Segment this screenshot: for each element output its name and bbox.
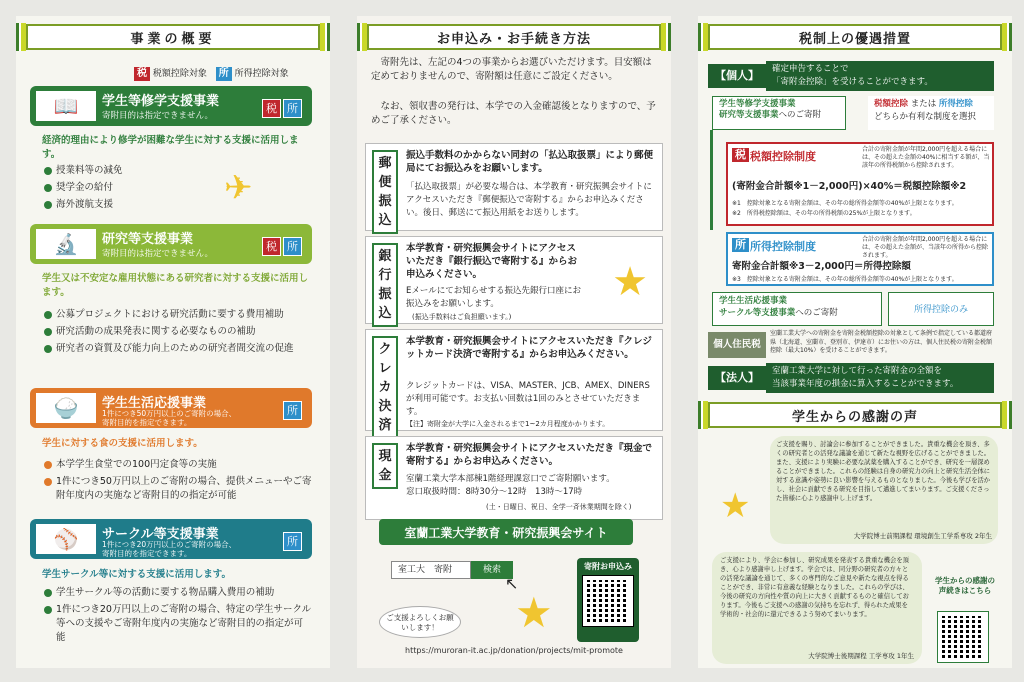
list-life — [44, 458, 312, 506]
method-label: 現金 — [372, 443, 398, 489]
rice-bowl-icon: 🍚 — [36, 393, 96, 423]
baseball-icon: ⚾ — [36, 524, 96, 554]
cursor-icon: ↖ — [505, 574, 519, 593]
qr-panel: 寄附お申込み — [577, 558, 639, 642]
list-item: 本学学生食堂での100円定食等の実施 — [44, 458, 312, 472]
intro-text-1: 寄附先は、左記の4つの事業からお選びいただけます。目安額は定めておりませんので、寄附額は任意にご設定ください。 — [371, 57, 652, 82]
method-label: クレカ決済 — [372, 336, 398, 439]
individual-label: 【個人】 — [708, 64, 766, 88]
target-projects-b: 学生生活応援事業 サークル等支援事業へのご寄附 — [712, 292, 882, 326]
section-header: お申込み・お手続き方法 — [367, 24, 661, 50]
choice-box: 税額控除 または 所得控除 どちらか有利な制度を選択 — [868, 96, 994, 130]
tax-credit-box: 税 税額控除制度 合計の寄附金額が年間2,000円を超える場合には、その超えた金額の40%に相当する額が、当該年の所得税額から控除されます。 (寄附金合計額※1－2,000円)×40%＝税額控除額※2 ※1 控除対象となる寄附金額は、その年の総所得金額等の40%が上限となります。 ※2 所得税控除額は、その年の所得税額の25%が上限となります。 — [726, 142, 994, 226]
list-item: 公募プロジェクトにおける研究活動に要する費用補助 — [44, 308, 312, 322]
qr-code[interactable] — [583, 576, 633, 626]
voices-header: 学生からの感謝の声 — [708, 402, 1002, 428]
search-input[interactable]: 室工大 寄附 — [391, 561, 471, 579]
legend: 税 税額控除対象 所 所得控除対象 — [134, 66, 289, 81]
sho-tag: 所 — [283, 237, 302, 256]
method-bank: 銀行振込 本学教育・研究振興会サイトにアクセスいただき『銀行振込で寄附する』からお申込みください。 Eメールにてお知らせする振込先銀行口座にお振込みをお願いします。 (振込手数料はご負担願います。) ★ — [365, 236, 663, 324]
list-item: 研究者の資質及び能力向上のための研究者間交流の促進 — [44, 342, 312, 356]
individual-text: 確定申告することで 「寄附金控除」を受けることができます。 — [766, 61, 994, 91]
list-item: 1件につき20万円以上のご寄附の場合、特定の学生サークル等への支援やご寄附年度内の実施など寄附目的の指定が可能 — [44, 603, 312, 645]
intro-text-2: なお、領収書の発行は、本学での入金確認後となりますので、予めご了承ください。 — [371, 101, 656, 126]
income-only-box: 所得控除のみ — [888, 292, 994, 326]
list-circle — [44, 586, 312, 648]
list-item: 1件につき50万円以上のご寄附の場合、提供メニューやご寄附年度内の実施など寄附目的の指定が可能 — [44, 475, 312, 503]
income-deduction-tag: 所 — [216, 67, 232, 81]
sho-tag: 所 — [283, 532, 302, 551]
section-header: 税制上の優遇措置 — [708, 24, 1002, 50]
lead-research: 学生又は不安定な雇用状態にある研究者に対する支援に活用します。 — [42, 273, 309, 298]
mascot-icon: ★ — [720, 486, 751, 526]
site-name-button[interactable]: 室蘭工業大学教育・研究振興会サイト — [379, 519, 633, 545]
search-button[interactable]: 検索 — [471, 561, 513, 579]
book-icon: 📖 — [36, 91, 96, 121]
list-study — [44, 164, 312, 215]
list-item: 奨学金の給付 — [44, 181, 312, 195]
lead-life: 学生に対する食の支援に活用します。 — [42, 438, 203, 449]
method-credit: クレカ決済 本学教育・研究振興会サイトにアクセスいただき『クレジットカード決済で寄附する』からお申込みください。 クレジットカードは、VISA、MASTER、JCB、AMEX、DINERSが利用可能です。お支払い回数は1回のみとさせていただきます。 【注】寄附金が大学に入金されるまで1~2カ月程度かかります。 — [365, 329, 663, 431]
target-projects-a: 学生等修学支援事業 研究等支援事業へのご寄附 — [712, 96, 846, 130]
sho-tag: 所 — [283, 99, 302, 118]
list-item: 海外渡航支援 — [44, 198, 312, 212]
method-postal: 郵便振込 振込手数料のかからない同封の「払込取扱票」により郵便局にてお振込みをお願いします。 「払込取扱票」が必要な場合は、本学教育・研究振興会サイトにアクセスいただき『郵便振込で寄附する』からお申込みください。後日、郵送にて振込用紙をお送りします。 — [365, 143, 663, 231]
mascot-icon: ★ — [612, 259, 648, 305]
lead-circle: 学生サークル等に対する支援に活用します。 — [42, 569, 231, 580]
microscope-icon: 🔬 — [36, 229, 96, 259]
tax-credit-tag: 税 — [134, 67, 150, 81]
section-band-life: 🍚 学生生活応援事業 1件につき50万円以上のご寄附の場合、 寄附目的を指定できます。 所 — [30, 388, 312, 428]
resident-tax-label: 個人住民税 — [708, 332, 766, 358]
list-item: 研究活動の成果発表に関する必要なものの補助 — [44, 325, 312, 339]
list-research — [44, 308, 312, 359]
zei-tag: 税 — [262, 99, 281, 118]
panel-overview — [16, 16, 330, 668]
mascot-icon: ★ — [515, 588, 553, 637]
voices-qr-code[interactable] — [938, 612, 988, 662]
section-band-circle: ⚾ サークル等支援事業 1件につき20万円以上のご寄附の場合、 寄附目的を指定できます。 所 — [30, 519, 312, 559]
method-label: 郵便振込 — [372, 150, 398, 234]
speech-bubble: ご支援よろしくお願いします！ — [379, 606, 461, 638]
sho-tag: 所 — [283, 401, 302, 420]
list-item: 学生サークル等の活動に要する物品購入費用の補助 — [44, 586, 312, 600]
site-url-link[interactable]: https://muroran-it.ac.jp/donation/projects/mit-promote — [405, 646, 623, 655]
zei-tag: 税 — [262, 237, 281, 256]
panel-tax — [698, 16, 1012, 668]
section-band-research: 🔬 研究等支援事業 寄附目的は指定できません。 税 所 — [30, 224, 312, 264]
resident-tax-text: 室蘭工業大学への寄附金を寄附金税額控除の対象として条例で指定している都道府県（北海道、室蘭市、登別市、伊達市）にお住いの方は、個人住民税の寄附金税額控除（最大10%）を受けることができます。 — [770, 330, 993, 354]
section-header: 事業の概要 — [26, 24, 320, 50]
lead-study: 経済的理由により修学が困難な学生に対する支援に活用します。 — [42, 135, 299, 160]
more-voices-label: 学生からの感謝の声続きはこちら — [935, 576, 995, 595]
corporate-text: 室蘭工業大学に対して行った寄附金の全額を 当該事業年度の損金に算入することができます。 — [766, 363, 994, 393]
voice-card-2: ご支援により、学会に参加し、研究成果を発表する貴重な機会を頂き、心より感謝申し上げます。学会では、同分野の研究者の方々との活発な議論を通じて、多くの専門的なご意見や新たな視点を得ることができ、非常に有意義な経験となりました。これらの学びは、今後の研究の方向性や質の向上に大きく貢献するものと確信しております。今後もご支援への感謝の気持ちを忘れず、得られた成果を学術的・社会的に還元できるよう努めてまいります。 大学院博士後期課程 工学専攻 1年生 — [712, 552, 922, 664]
method-cash: 現金 本学教育・研究振興会サイトにアクセスいただき『現金で寄附する』からお申込みください。 室蘭工業大学本部棟1階経理課窓口でご寄附願います。 窓口取扱時間：8時30分～12時 13時～17時 (土・日曜日、祝日、全学一斉休業期間を除く) — [365, 436, 663, 520]
flow-line — [710, 130, 713, 230]
list-item: 授業料等の減免 — [44, 164, 312, 178]
panel-application — [357, 16, 671, 668]
corporate-label: 【法人】 — [708, 366, 766, 390]
voice-card-1: ご支援を賜り、討論会に参加することができました。貴重な機会を頂き、多くの研究者との活発な議論を通じて新たな視野を広げることができました。また、支援により実験に必要な試薬を購入することができ、研究を一層深めることができました。これらの経験は自身の研究力の向上と研究生活全体に対する意識や姿勢に良い影響を与えるものとなりました。今後も学びを活かし、社会に貢献できる研究を目指して邁進してまいります。ご支援くださった皆様に心より感謝申し上げます。 大学院博士前期課程 環境創生工学系専攻 2年生 — [770, 436, 998, 544]
income-deduction-box: 所 所得控除制度 合計の寄附金額が年間2,000円を超える場合には、その超えた金額が、当該年の所得から控除されます。 寄附金合計額※3－2,000円＝所得控除額 ※3 控除対象となる寄附金額は、その年の総所得金額等の40%が上限となります。 — [726, 232, 994, 286]
airplane-mascot-icon: ✈ — [224, 168, 253, 208]
section-band-study: 📖 学生等修学支援事業 寄附目的は指定できません。 税 所 — [30, 86, 312, 126]
method-label: 銀行振込 — [372, 243, 398, 327]
